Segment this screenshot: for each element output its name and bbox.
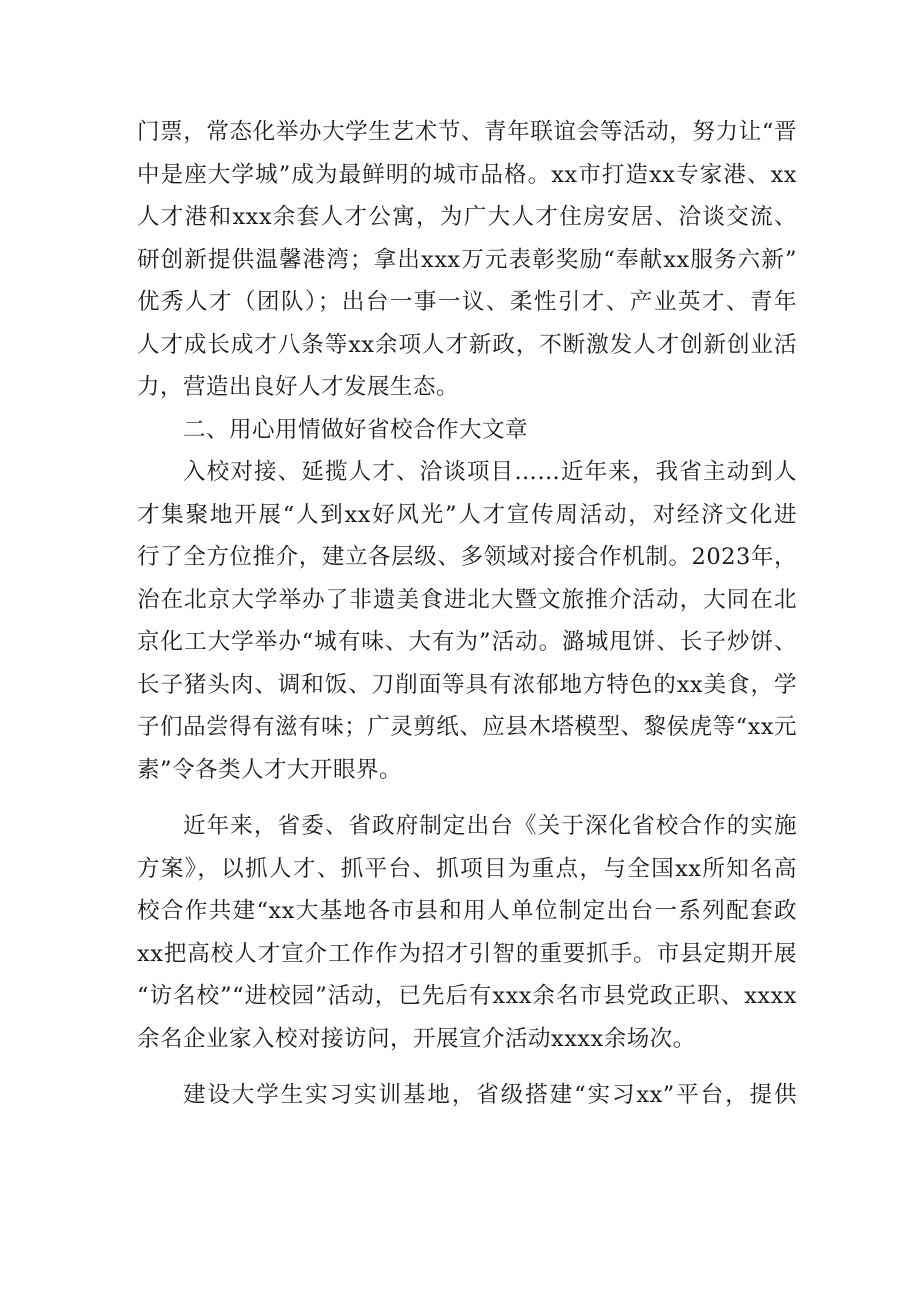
paragraph-internship-bases xyxy=(137,1074,797,1117)
text-line: “访名校”“进校园”活动，已先后有xxx余名市县党政正职、xxxx xyxy=(137,983,797,1009)
section-heading: 二、用心用情做好省校合作大文章 xyxy=(183,416,529,443)
text-line: 行了全方位推介，建立各层级、多领域对接合作机制。2023年， xyxy=(137,544,797,570)
text-line: 人才港和xxx余套人才公寓，为广大人才住房安居、洽谈交流、 xyxy=(137,204,797,230)
text-line: 建设大学生实习实训基地，省级搭建“实习xx”平台，提供 xyxy=(183,1082,797,1108)
text-line: 优秀人才（团队）；出台一事一议、柔性引才、产业英才、青年 xyxy=(137,289,797,315)
text-line: 治在北京大学举办了非遗美食进北大暨文旅推介活动，大同在北 xyxy=(137,586,797,613)
text-line: 研创新提供温馨港湾；拿出xxx万元表彰奖励“奉献xx服务六新” xyxy=(137,246,797,273)
document-body xyxy=(137,111,797,1117)
text-line: 中是座大学城”成为最鲜明的城市品格。xx市打造xx专家港、xx xyxy=(137,161,797,188)
text-line: 京化工大学举办“城有味、大有为”活动。潞城甩饼、长子炒饼、 xyxy=(137,629,797,655)
text-line: xx把高校人才宣介工作作为招才引智的重要抓手。市县定期开展 xyxy=(137,940,797,967)
paragraph-campus-outreach xyxy=(137,451,797,791)
text-line: 人才成长成才八条等xx余项人才新政，不断激发人才创新创业活 xyxy=(137,331,797,358)
text-line: 子们品尝得有滋有味；广灵剪纸、应县木塔模型、黎侯虎等“xx元 xyxy=(137,714,797,740)
text-line: 门票，常态化举办大学生艺术节、青年联谊会等活动，努力让“晋 xyxy=(137,119,797,145)
paragraph-talent-housing xyxy=(137,111,797,409)
paragraph-policy-plan xyxy=(137,805,797,1060)
text-line: 方案》，以抓人才、抓平台、抓项目为重点，与全国xx所知名高 xyxy=(137,855,797,882)
text-line: 近年来，省委、省政府制定出台《关于深化省校合作的实施 xyxy=(183,813,797,839)
text-line: 才集聚地开展“人到xx好风光”人才宣传周活动，对经济文化进 xyxy=(137,501,797,528)
text-line: 素”令各类人才大开眼界。 xyxy=(137,756,403,783)
text-line: 长子猪头肉、调和饭、刀削面等具有浓郁地方特色的xx美食，学 xyxy=(137,671,797,698)
text-line: 入校对接、延揽人才、洽谈项目……近年来，我省主动到人 xyxy=(183,459,797,485)
text-line: 力，营造出良好人才发展生态。 xyxy=(137,374,460,400)
text-line: 余名企业家入校对接访问，开展宣介活动xxxx余场次。 xyxy=(137,1025,696,1052)
text-line: 校合作共建“xx大基地各市县和用人单位制定出台一系列配套政 xyxy=(137,898,797,924)
